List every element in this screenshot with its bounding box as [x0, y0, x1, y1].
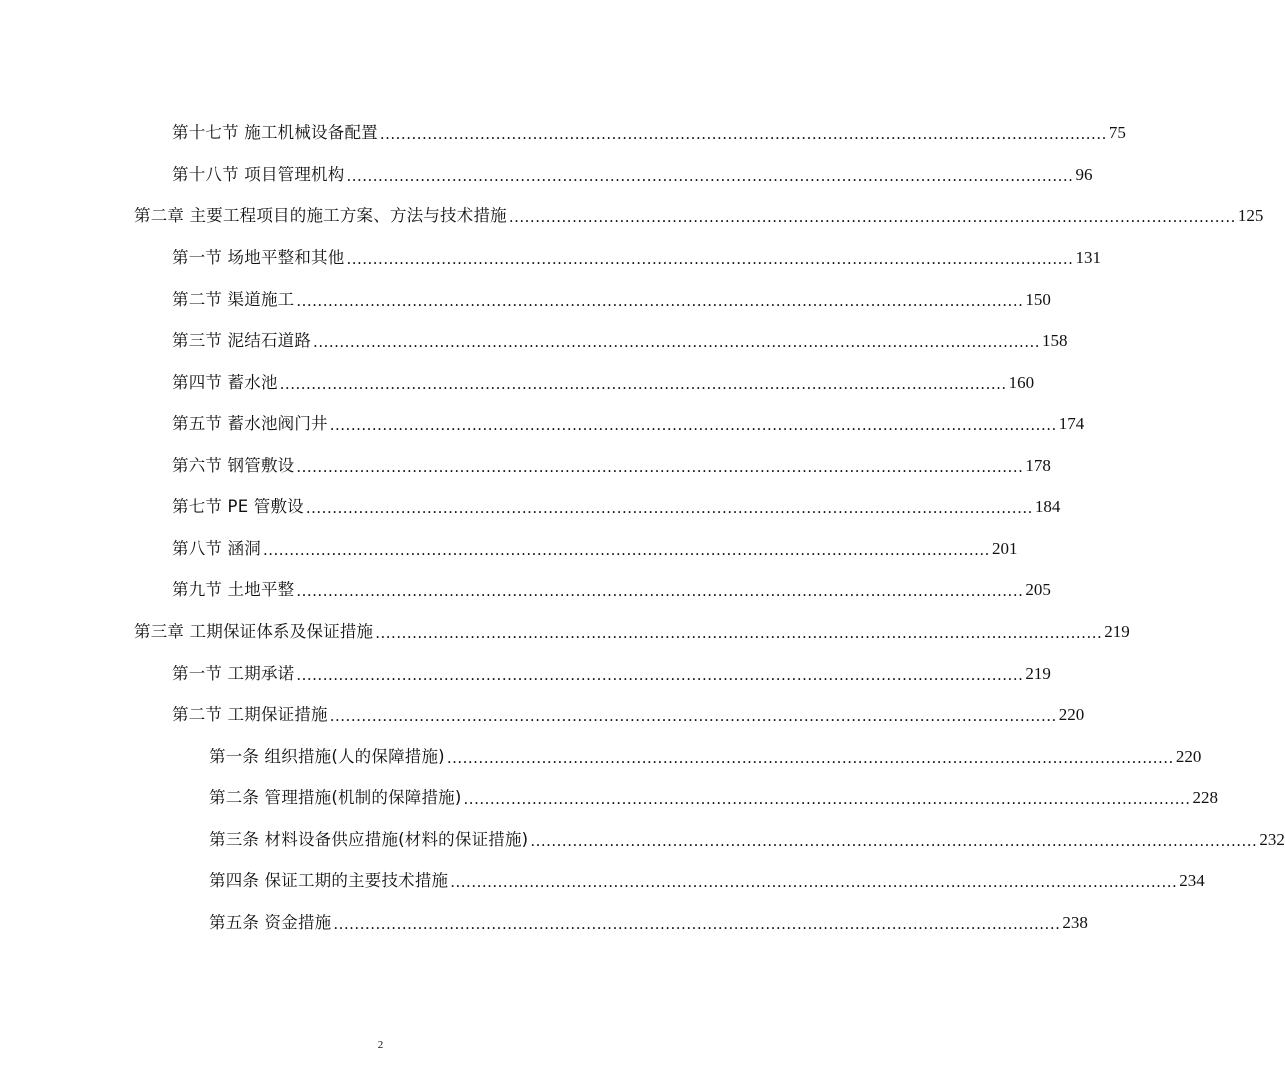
toc-dot-leader: .......................................................................................................................................... [379, 125, 1107, 143]
toc-dot-leader: .......................................................................................................................................... [329, 416, 1057, 434]
toc-dot-leader: .......................................................................................................................................... [346, 250, 1074, 268]
toc-entry[interactable] [209, 864, 1205, 892]
toc-entry[interactable] [172, 449, 1051, 477]
toc-entry[interactable] [134, 199, 1264, 227]
toc-dot-leader: .......................................................................................................................................... [333, 915, 1061, 933]
toc-entry[interactable] [209, 823, 1285, 851]
toc-entry[interactable] [172, 532, 1018, 560]
toc-dot-leader: .......................................................................................................................................... [296, 666, 1024, 684]
toc-dot-leader: .......................................................................................................................................... [446, 749, 1174, 767]
toc-entry-title: 第九节 土地平整 [172, 580, 295, 599]
toc-entry-title: 第十七节 施工机械设备配置 [172, 123, 378, 142]
toc-dot-leader: .......................................................................................................................................... [346, 167, 1074, 185]
toc-entry-page: 220 [1058, 705, 1085, 724]
toc-entry-title: 第三章 工期保证体系及保证措施 [134, 622, 374, 641]
toc-entry-title: 第一节 工期承诺 [172, 664, 295, 683]
toc-entry-title: 第五条 资金措施 [209, 913, 332, 932]
toc-dot-leader: .......................................................................................................................................... [296, 458, 1024, 476]
toc-dot-leader: .......................................................................................................................................... [262, 541, 990, 559]
toc-entry-page: 228 [1192, 788, 1219, 807]
toc-entry-page: 201 [991, 539, 1018, 558]
toc-entry-title: 第二章 主要工程项目的施工方案、方法与技术措施 [134, 206, 507, 225]
toc-entry[interactable] [172, 407, 1085, 435]
toc-entry-title: 第一条 组织措施(人的保障措施) [209, 747, 445, 766]
toc-entry-page: 125 [1237, 206, 1264, 225]
toc-dot-leader: .......................................................................................................................................... [329, 707, 1057, 725]
toc-entry-page: 131 [1075, 248, 1101, 267]
toc-dot-leader: .......................................................................................................................................... [296, 292, 1024, 310]
toc-entry-title: 第一节 场地平整和其他 [172, 248, 345, 267]
toc-entry[interactable] [209, 906, 1088, 934]
toc-entry[interactable] [172, 490, 1061, 518]
toc-dot-leader: .......................................................................................................................................... [375, 624, 1103, 642]
toc-entry-page: 160 [1008, 373, 1035, 392]
toc-entry-page: 75 [1108, 123, 1126, 142]
toc-entry[interactable] [172, 241, 1101, 269]
toc-dot-leader: .......................................................................................................................................... [305, 499, 1033, 517]
toc-entry-title: 第二条 管理措施(机制的保障措施) [209, 788, 462, 807]
toc-entry[interactable] [172, 366, 1035, 394]
toc-entry[interactable] [172, 116, 1126, 144]
toc-entry-page: 219 [1025, 664, 1051, 683]
toc-entry-page: 238 [1062, 913, 1088, 932]
toc-entry-title: 第二节 渠道施工 [172, 290, 295, 309]
toc-entry-title: 第二节 工期保证措施 [172, 705, 328, 724]
toc-entry-page: 150 [1025, 290, 1051, 309]
toc-entry-page: 219 [1104, 622, 1130, 641]
toc-entry[interactable] [172, 573, 1051, 601]
toc-entry[interactable] [172, 283, 1051, 311]
toc-dot-leader: .......................................................................................................................................... [279, 375, 1007, 393]
toc-dot-leader: .......................................................................................................................................... [463, 790, 1191, 808]
toc-entry-page: 232 [1259, 830, 1285, 849]
toc-entry-page: 178 [1025, 456, 1051, 475]
toc-entry-title: 第六节 钢管敷设 [172, 456, 295, 475]
toc-entry-title: 第四条 保证工期的主要技术措施 [209, 871, 449, 890]
toc-dot-leader: .......................................................................................................................................... [296, 582, 1024, 600]
toc-entry-page: 234 [1179, 871, 1205, 890]
toc-entry-title: 第十八节 项目管理机构 [172, 165, 345, 184]
toc-dot-leader: .......................................................................................................................................... [530, 832, 1258, 850]
toc-entry-title: 第四节 蓄水池 [172, 373, 278, 392]
toc-entry[interactable] [172, 324, 1068, 352]
toc-entry[interactable] [172, 698, 1085, 726]
toc-entry[interactable] [209, 740, 1202, 768]
toc-entry-page: 96 [1075, 165, 1093, 184]
toc-entry-title: 第三条 材料设备供应措施(材料的保证措施) [209, 830, 529, 849]
toc-entry-title: 第五节 蓄水池阀门井 [172, 414, 328, 433]
toc-entry-page: 205 [1025, 580, 1051, 599]
toc-entry-title: 第八节 涵洞 [172, 539, 261, 558]
toc-entry-page: 174 [1058, 414, 1085, 433]
toc-entry-page: 158 [1042, 331, 1068, 350]
toc-entry-title: 第三节 泥结石道路 [172, 331, 312, 350]
toc-dot-leader: .......................................................................................................................................... [508, 208, 1236, 226]
page-number: 2 [377, 1039, 384, 1051]
toc-entry-page: 184 [1034, 497, 1061, 516]
toc-entry-page: 220 [1175, 747, 1202, 766]
toc-dot-leader: .......................................................................................................................................... [450, 873, 1178, 891]
toc-entry[interactable] [209, 781, 1219, 809]
toc-entry-title: 第七节 PE 管敷设 [172, 497, 304, 516]
toc-dot-leader: .......................................................................................................................................... [313, 333, 1041, 351]
toc-entry[interactable] [172, 657, 1051, 685]
toc-entry[interactable] [134, 615, 1130, 643]
toc-entry[interactable] [172, 158, 1093, 186]
